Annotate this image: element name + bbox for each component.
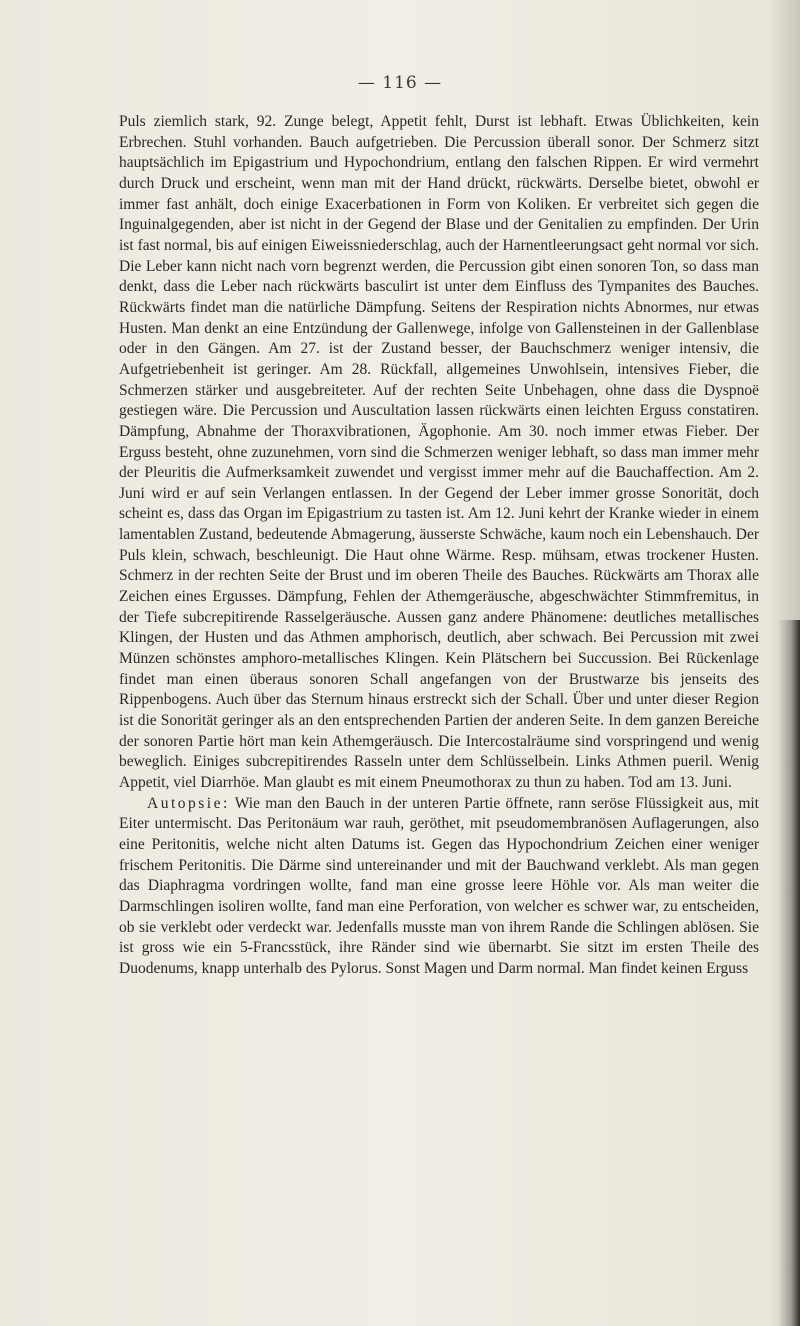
paragraph-case-history: Puls ziemlich stark, 92. Zunge belegt, Appetit fehlt, Durst ist lebhaft. Etwas Üblichkeiten, kein Erbrechen. Stuhl vorhanden. Bauch aufgetrieben. Die Percussion überall sonor. Der Schmerz sitzt hauptsächlich im Epigastrium und Hypochondrium, entlang den falschen Rippen. Er wird vermehrt durch Druck und erscheint, wenn man mit der Hand drückt, rückwärts. Derselbe bietet, obwohl er immer fast anhält, doch einige Exacerbationen in Form von Koliken. Er verbreitet sich gegen die Inguinalgegenden, aber ist nicht in der Gegend der Blase und der Genitalien zu empfinden. Der Urin ist fast normal, bis auf einigen Eiweissniederschlag, auch der Harnentleerungsact geht normal vor sich. Die Leber kann nicht nach vorn begrenzt werden, die Percussion gibt einen sonoren Ton, so dass man denkt, dass die Leber nach rückwärts basculirt ist unter dem Einfluss des Tympanites des Bauches. Rückwärts findet man die natürliche Dämpfung. Seitens der Respiration nichts Abnormes, nur etwas Husten. Man denkt an eine Entzündung der Gallenwege, infolge von Gallensteinen in der Gallenblase oder in den Gängen. Am 27. ist der Zustand besser, der Bauchschmerz weniger intensiv, die Aufgetriebenheit ist geringer. Am 28. Rückfall, allgemeines Unwohlsein, intensives Fieber, die Schmerzen stärker und ausgebreiteter. Auf der rechten Seite Unbehagen, ohne dass die Dyspnoë gestiegen wäre. Die Percussion und Auscultation lassen rückwärts einen leichten Erguss constatiren. Dämpfung, Abnahme der Thoraxvibrationen, Ägophonie. Am 30. noch immer etwas Fieber. Der Erguss besteht, ohne zuzunehmen, vorn sind die Schmerzen weniger lebhaft, so dass man immer mehr der Pleuritis die Aufmerksamkeit zuwendet und vergisst immer mehr auf die Bauchaffection. Am 2. Juni wird er auf sein Verlangen entlassen. In der Gegend der Leber immer grosse Sonorität, doch scheint es, dass das Organ im Epigastrium zu tasten ist. Am 12. Juni kehrt der Kranke wieder in einem lamentablen Zustand, bedeutende Abmagerung, äusserste Schwäche, kaum noch ein Lebenshauch. Der Puls klein, schwach, beschleunigt. Die Haut ohne Wärme. Resp. mühsam, etwas trockener Husten. Schmerz in der rechten Seite der Brust und im oberen Theile des Bauches. Rückwärts am Thorax alle Zeichen eines Ergusses. Dämpfung, Fehlen der Athemgeräusche, abgeschwächter Stimmfremitus, in der Tiefe subcrepitirende Rasselgeräusche. Aussen ganz andere Phänomene: deutliches metallisches Klingen, der Husten und das Athmen amphorisch, deutlich, aber schwach. Bei Percussion mit zwei Münzen schönstes amphoro-metallisches Klingen. Kein Plätschern bei Succussion. Bei Rückenlage findet man einen überaus sonoren Schall angefangen von der Brustwarze bis jenseits des Rippenbogens. Auch über das Sternum hinaus erstreckt sich der Schall. Über und unter dieser Region ist die Sonorität geringer als an den entsprechenden Partien der anderen Seite. In dem ganzen Bereiche der sonoren Partie hört man kein Athemgeräusch. Die Intercostalräume sind vorspringend und wenig beweglich. Einiges subcrepitirendes Rasseln unter dem Schlüsselbein. Links Athmen pueril. Wenig Appetit, viel Diarrhöe. Man glaubt es mit einem Pneumothorax zu thun zu haben. Tod am 13. Juni. (119, 113, 759, 791)
page-number: — 116 — (357, 73, 443, 93)
autopsy-text: Wie man den Bauch in der unteren Partie öffnete, rann seröse Flüssigkeit aus, mit Eiter untermischt. Das Peritonäum war rauh, geröthet, mit pseudomembranösen Auflagerungen, also eine Peritonitis, welche nicht alten Datums ist. Gegen das Hypochondrium Zeichen einer weniger frischem Peritonitis. Die Därme sind untereinander und mit der Bauchwand verklebt. Als man gegen das Diaphragma vordringen wollte, fand man eine grosse leere Höhle vor. Als man weiter die Darmschlingen isoliren wollte, fand man eine Perforation, von welcher es schwer war, zu entscheiden, ob sie verklebt oder verdeckt war. Jedenfalls musste man von ihrem Rande die Schlingen ablösen. Sie ist gross wie ein 5-Francsstück, ihre Ränder sind wie übernarbt. Sie sitzt im ersten Theile des Duodenums, knapp unterhalb des Pylorus. Sonst Magen und Darm normal. Man findet keinen Erguss (119, 794, 759, 977)
body-text (119, 112, 759, 980)
page-edge-shadow (778, 620, 800, 1326)
autopsy-heading: Autopsie: (147, 794, 230, 812)
paragraph-autopsy (119, 794, 759, 980)
